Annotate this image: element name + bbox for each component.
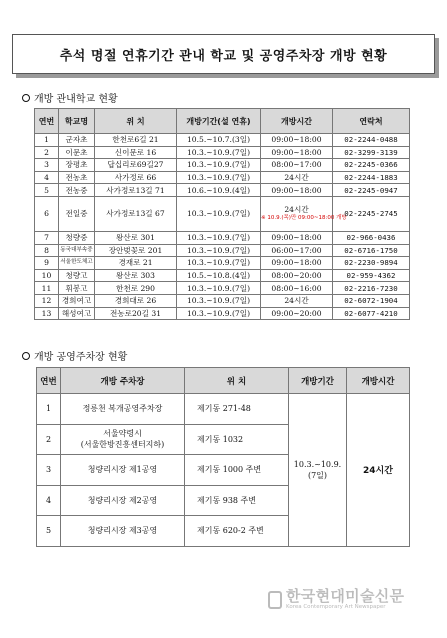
cell-time: 24시간 — [261, 171, 333, 184]
cell-location: 전농로20길 31 — [95, 307, 177, 320]
cell-location: 답십리로69길27 — [95, 159, 177, 172]
cell-period: 10.5.~10.8.(4일) — [177, 269, 261, 282]
newspaper-logo-icon — [268, 591, 282, 609]
cell-period: 10.3.~10.9.(7일) — [177, 307, 261, 320]
cell-location: 한천로 290 — [95, 282, 177, 295]
cell-location: 제기동 938 주변 — [185, 485, 289, 516]
cell-period: 10.3.~10.9.(7일) — [177, 257, 261, 270]
cell-time: 24시간 — [347, 394, 410, 547]
cell-name: 청량리시장 제3공영 — [61, 516, 185, 547]
table-row — [35, 196, 410, 231]
cell-no: 12 — [35, 294, 59, 307]
cell-location: 제기동 620-2 주변 — [185, 516, 289, 547]
cell-name: 청량리시장 제1공영 — [61, 455, 185, 486]
cell-period: 10.3.~10.9.(7일) — [177, 244, 261, 257]
col-header: 개방기간 — [289, 368, 347, 394]
cell-period: 10.3.~10.9.(7일) — [177, 196, 261, 231]
table-row — [35, 171, 410, 184]
cell-no: 3 — [35, 159, 59, 172]
table-row — [35, 294, 410, 307]
cell-phone: 02-2244-1883 — [333, 171, 410, 184]
cell-period: 10.3.~10.9.(7일) — [177, 294, 261, 307]
cell-name: 해성여고 — [59, 307, 95, 320]
cell-time — [261, 196, 347, 231]
col-header: 위 치 — [185, 368, 289, 394]
cell-phone: 02-3299-3139 — [333, 146, 410, 159]
cell-location: 경재로 21 — [95, 257, 177, 270]
cell-time: 09:00~18:00 — [261, 146, 333, 159]
cell-period: 10.3.~10.9.(7일) — [177, 231, 261, 244]
table-row — [35, 146, 410, 159]
cell-time: 24시간 — [261, 294, 333, 307]
cell-location: 한천로6길 21 — [95, 134, 177, 147]
cell-location: 사가정로13길 71 — [95, 184, 177, 197]
cell-time: 09:00~18:00 — [261, 231, 333, 244]
cell-no: 4 — [37, 485, 61, 516]
table-row — [35, 134, 410, 147]
table-header-row — [35, 109, 410, 134]
cell-location: 제기동 271-48 — [185, 394, 289, 425]
cell-phone: 02-2245-0366 — [333, 159, 410, 172]
cell-name: 휘봉고 — [59, 282, 95, 295]
col-header: 연번 — [37, 368, 61, 394]
cell-name: 청량리시장 제2공영 — [61, 485, 185, 516]
cell-location: 왕산로 301 — [95, 231, 177, 244]
section2-heading: 개방 공영주차장 현황 — [22, 348, 127, 363]
cell-phone: 02-6072-1904 — [333, 294, 410, 307]
cell-phone: 02-2230-9894 — [333, 257, 410, 270]
cell-no: 3 — [37, 455, 61, 486]
cell-name: 전농초 — [59, 171, 95, 184]
cell-time: 09:00~18:00 — [261, 134, 333, 147]
cell-location: 사가정로13길 67 — [95, 196, 177, 231]
cell-no: 5 — [35, 184, 59, 197]
cell-no: 10 — [35, 269, 59, 282]
col-header: 개방시간 — [261, 109, 333, 134]
table-row — [35, 159, 410, 172]
table-row — [35, 307, 410, 320]
circle-bullet-icon — [22, 352, 30, 360]
title-text: 추석 명절 연휴기간 관내 학교 및 공영주차장 개방 현황 — [59, 48, 388, 64]
col-header: 연번 — [35, 109, 59, 134]
col-header: 위 치 — [95, 109, 177, 134]
cell-period: 10.5.~10.7.(3일) — [177, 134, 261, 147]
cell-name: 군자초 — [59, 134, 95, 147]
cell-name: 청량고 — [59, 269, 95, 282]
cell-period: 10.3.~10.9. (7일) — [289, 394, 347, 547]
cell-no: 8 — [35, 244, 59, 257]
cell-no: 1 — [35, 134, 59, 147]
cell-name: 장평초 — [59, 159, 95, 172]
col-header: 개방시간 — [347, 368, 410, 394]
cell-period: 10.3.~10.9.(7일) — [177, 282, 261, 295]
col-header: 개방기간(설 연휴) — [177, 109, 261, 134]
cell-time: 08:00~20:00 — [261, 269, 333, 282]
table-row — [37, 394, 410, 425]
cell-period: 10.3.~10.9.(7일) — [177, 171, 261, 184]
col-header: 연락처 — [333, 109, 410, 134]
cell-name: 경희여고 — [59, 294, 95, 307]
time-text: 24시간 — [284, 205, 309, 215]
col-header: 개방 주차장 — [61, 368, 185, 394]
watermark — [268, 588, 404, 611]
cell-time: 06:00~17:00 — [261, 244, 333, 257]
cell-name: 청량중 — [59, 231, 95, 244]
cell-phone: 02-6077-4210 — [333, 307, 410, 320]
cell-time: 09:00~18:00 — [261, 257, 333, 270]
table-row — [35, 257, 410, 270]
col-header: 학교명 — [59, 109, 95, 134]
cell-no: 11 — [35, 282, 59, 295]
cell-time: 09:00~20:00 — [261, 307, 333, 320]
table-row — [35, 269, 410, 282]
cell-name: 정릉천 복개공영주차장 — [61, 394, 185, 425]
cell-no: 5 — [37, 516, 61, 547]
cell-location: 제기동 1000 주변 — [185, 455, 289, 486]
cell-phone: 02-6716-1750 — [333, 244, 410, 257]
school-table — [34, 108, 410, 320]
table-header-row — [37, 368, 410, 394]
cell-period: 10.3.~10.9.(7일) — [177, 146, 261, 159]
table-row — [35, 184, 410, 197]
cell-phone: 02-2245-2745 — [333, 196, 410, 231]
cell-no: 7 — [35, 231, 59, 244]
cell-phone: 02-966-0436 — [333, 231, 410, 244]
cell-phone: 02-2245-0947 — [333, 184, 410, 197]
parking-table — [36, 367, 410, 547]
cell-no: 2 — [35, 146, 59, 159]
table-row — [35, 282, 410, 295]
watermark-title: 한국현대미술신문 — [286, 587, 405, 605]
cell-no: 6 — [35, 196, 59, 231]
cell-period: 10.6.~10.9.(4일) — [177, 184, 261, 197]
cell-time: 08:00~16:00 — [261, 282, 333, 295]
cell-phone: 02-959-4362 — [333, 269, 410, 282]
cell-no: 1 — [37, 394, 61, 425]
cell-phone: 02-2216-7230 — [333, 282, 410, 295]
table-row — [35, 244, 410, 257]
cell-name: 전일중 — [59, 196, 95, 231]
watermark-subtitle: Korea Contemporary Art Newspaper — [286, 604, 386, 610]
cell-location: 제기동 1032 — [185, 424, 289, 455]
cell-no: 13 — [35, 307, 59, 320]
cell-location: 왕산로 303 — [95, 269, 177, 282]
page-title — [12, 34, 435, 74]
cell-location: 경희대로 26 — [95, 294, 177, 307]
time-note: ※ 10.9.(목)만 09:00~18:00 개방 — [261, 215, 347, 222]
cell-phone: 02-2244-0488 — [333, 134, 410, 147]
cell-name: 서울약령시 (서울한방진흥센터지하) — [61, 424, 185, 455]
cell-name: 동국대부속중 — [59, 244, 95, 257]
cell-time: 08:00~17:00 — [261, 159, 333, 172]
cell-location: 장안벚꽃로 201 — [95, 244, 177, 257]
table-row — [35, 231, 410, 244]
cell-location: 신이문로 16 — [95, 146, 177, 159]
cell-name: 전농중 — [59, 184, 95, 197]
cell-no: 2 — [37, 424, 61, 455]
cell-time: 09:00~18:00 — [261, 184, 333, 197]
cell-name: 서울한도체고 — [59, 257, 95, 270]
circle-bullet-icon — [22, 94, 30, 102]
cell-no: 9 — [35, 257, 59, 270]
cell-name: 이문초 — [59, 146, 95, 159]
cell-location: 사가정로 66 — [95, 171, 177, 184]
section1-heading: 개방 관내학교 현황 — [22, 90, 118, 105]
cell-no: 4 — [35, 171, 59, 184]
cell-period: 10.3.~10.9.(7일) — [177, 159, 261, 172]
